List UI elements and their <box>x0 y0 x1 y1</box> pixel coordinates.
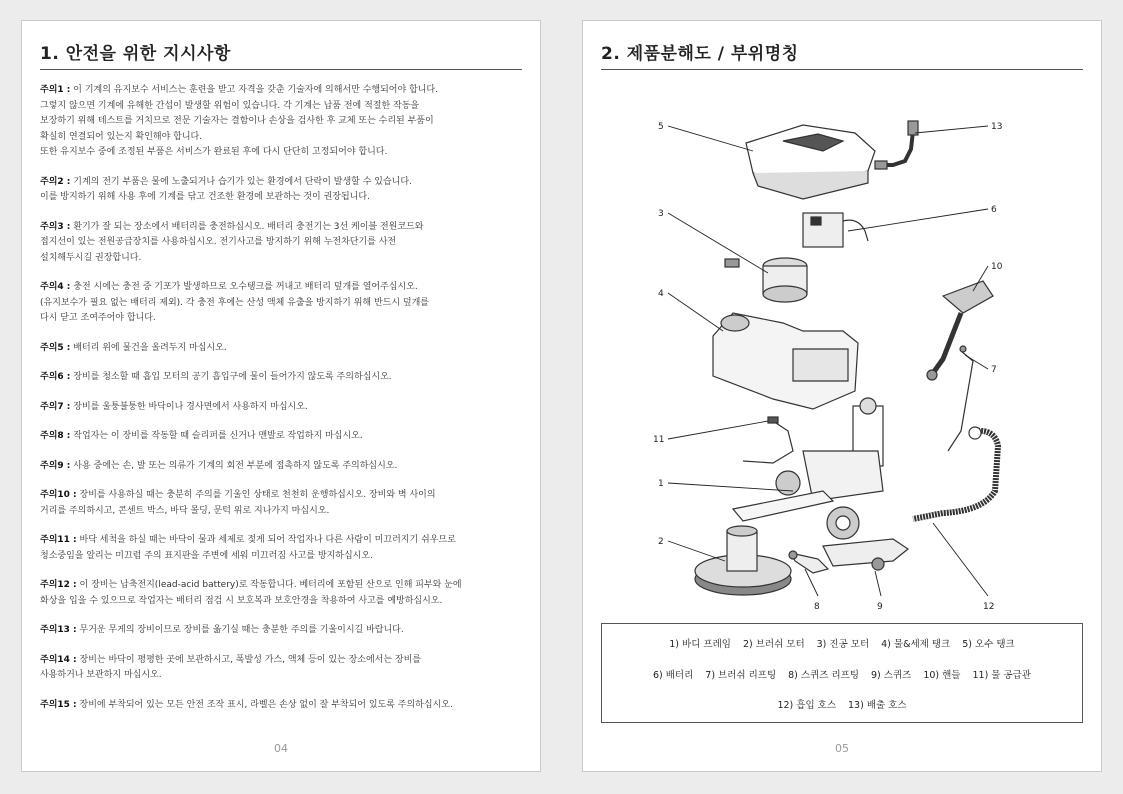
note-label: 주의6 : <box>40 372 71 382</box>
safety-note <box>40 429 525 445</box>
callout-4: 4 <box>658 289 664 299</box>
title-divider <box>601 69 1083 70</box>
note-label: 주의1 : <box>40 85 71 95</box>
right-page <box>582 20 1102 772</box>
callout-7: 7 <box>991 365 997 375</box>
safety-note <box>40 578 525 609</box>
note-label: 주의8 : <box>40 431 71 441</box>
note-text: 장비를 청소할 때 흡입 모터의 공기 흡입구에 물이 들어가지 않도록 주의하십시오. <box>73 372 392 382</box>
legend-item: 5) 오수 탱크 <box>962 639 1015 650</box>
safety-note <box>40 653 525 684</box>
page-title: 2. 제품분해도 / 부위명칭 <box>601 44 799 64</box>
legend-item: 3) 진공 모터 <box>816 639 870 650</box>
parts-legend <box>601 623 1083 723</box>
legend-item: 4) 물&세제 탱크 <box>881 639 951 650</box>
safety-note <box>40 698 525 714</box>
callout-13: 13 <box>991 122 1003 132</box>
safety-notes <box>40 83 525 727</box>
part-squeegee <box>823 539 908 570</box>
callout-10: 10 <box>991 262 1003 272</box>
note-label: 주의15 : <box>40 699 77 710</box>
note-text: 장비를 사용하실 때는 충분히 주의를 기울인 상태로 천천히 운행하십시오. 장비와 벽 사이의 거리를 주의하시고, 콘센트 박스, 바닥 몰딩, 문턱 위로 지나가지 마십시오. <box>40 490 436 516</box>
note-text: 이 기계의 유지보수 서비스는 훈련을 받고 자격을 갖춘 기술자에 의해서만 수행되어야 합니다. 그렇지 않으면 기계에 유해한 간섭이 발생할 위험이 있습니다. 각 기계는 납품 전에 적절한 작동을 보장하기 위해 테스트를 거치므로 전문 기술자는 결함이나 손상을 검사한 후 교체 또는 수리된 부품이 확실히 연결되어 있는지 확인해야 합니다. 또한 유지보수 중에 조정된 부품은 서비스가 완료된 후에 다시 단단히 고정되어야 합니다. <box>40 85 438 157</box>
callout-1: 1 <box>658 479 664 489</box>
note-text: 충전 시에는 충전 중 기포가 발생하므로 오수탱크를 꺼내고 배터리 덮개를 열어주십시오. (유지보수가 필요 없는 배터리 제외). 각 충전 후에는 산성 액체 유출을 방지하기 위해 반드시 덮개를 다시 닫고 조여주어야 합니다. <box>40 282 430 323</box>
note-text: 바닥 세척을 하실 때는 바닥이 물과 세제로 젖게 되어 작업자나 다른 사람이 미끄러지기 쉬우므로 청소중임을 알리는 미끄럼 주의 표지판을 주변에 세워 미끄러짐 사고를 방지하십시오. <box>40 535 456 561</box>
note-label: 주의3 : <box>40 221 71 232</box>
part-recovery-tank <box>746 125 875 199</box>
callout-9: 9 <box>877 602 883 612</box>
page-number: 04 <box>274 742 288 755</box>
note-text: 사용 중에는 손, 발 또는 의류가 기계의 회전 부분에 접촉하지 않도록 주의하십시오. <box>73 460 398 471</box>
part-drain-hose <box>875 121 918 169</box>
legend-item: 9) 스퀴즈 <box>871 670 912 681</box>
callout-2: 2 <box>658 537 664 547</box>
callout-3: 3 <box>658 209 664 219</box>
note-text: 이 장비는 납축전지(lead-acid battery)로 작동합니다. 베터리에 포함된 산으로 인해 피부와 눈에 화상을 입을 수 있으므로 작업자는 배터리 점검 시 보호복과 보호안경을 착용하여 사고를 예방하십시오. <box>40 580 462 606</box>
legend-item: 6) 배터리 <box>652 670 694 681</box>
note-text: 작업자는 이 장비를 작동할 때 슬리퍼를 신거나 맨발로 작업하지 마십시오. <box>73 431 363 441</box>
note-label: 주의2 : <box>40 176 71 187</box>
part-brush-motor <box>695 526 791 595</box>
callout-8: 8 <box>814 602 820 612</box>
legend-item: 7) 브러쉬 리프팅 <box>705 670 777 681</box>
safety-note <box>40 623 525 639</box>
left-page <box>21 20 541 772</box>
page-title: 1. 안전을 위한 지시사항 <box>40 44 231 64</box>
note-label: 주의13 : <box>40 625 77 635</box>
note-text: 기계의 전기 부품은 물에 노출되거나 습기가 있는 환경에서 단락이 발생할 수 있습니다. 이를 방지하기 위해 사용 후에 기계를 닦고 건조한 환경에 보관하는 것이 권장됩니다. <box>40 176 412 202</box>
part-vacuum-motor <box>725 258 807 302</box>
callout-11: 11 <box>653 435 665 445</box>
note-label: 주의5 : <box>40 342 71 353</box>
legend-item: 2) 브러쉬 모터 <box>742 639 805 650</box>
note-label: 주의7 : <box>40 401 71 412</box>
legend-item: 8) 스퀴즈 리프팅 <box>788 670 859 681</box>
legend-item: 1) 바디 프레임 <box>669 639 731 650</box>
note-text: 장비에 부착되어 있는 모든 안전 조작 표시, 라벨은 손상 없이 잘 부착되어 있도록 주의하십시오. <box>79 699 453 710</box>
note-label: 주의10 : <box>40 490 77 500</box>
part-squeegee-lifting <box>789 551 828 573</box>
note-text: 무거운 무게의 장비이므로 장비를 옮기실 때는 충분한 주의를 기울이시길 바랍니다. <box>79 625 404 635</box>
legend-item: 13) 배출 호스 <box>848 700 907 711</box>
safety-note <box>40 533 525 564</box>
legend-item: 11) 물 공급관 <box>972 670 1032 681</box>
callout-12: 12 <box>983 602 995 612</box>
note-label: 주의14 : <box>40 654 77 665</box>
part-water-detergent-tank <box>713 313 858 409</box>
safety-note <box>40 488 525 519</box>
note-label: 주의12 : <box>40 580 77 590</box>
note-text: 환기가 잘 되는 장소에서 배터리를 충전하십시오. 배터리 충전기는 3선 케이블 전원코드와 접지선이 있는 전원공급장치를 사용하십시오. 전기사고를 방지하기 위해 누전차단기를 사전 설치해두시길 권장합니다. <box>40 221 424 263</box>
safety-note <box>40 280 525 327</box>
safety-note <box>40 459 525 475</box>
part-suction-hose <box>913 427 998 519</box>
note-text: 배터리 위에 물건을 올려두지 마십시오. <box>73 342 227 353</box>
part-handle <box>927 281 993 380</box>
legend-row <box>602 636 1082 650</box>
legend-item: 10) 핸들 <box>923 670 961 681</box>
exploded-view-diagram <box>643 91 1083 621</box>
legend-row <box>602 697 1082 711</box>
note-text: 장비는 바닥이 평평한 곳에 보관하시고, 폭발성 가스, 액체 등이 있는 장소에서는 장비를 사용하거나 보관하지 마십시오. <box>40 654 422 680</box>
safety-note <box>40 341 525 357</box>
callout-6: 6 <box>991 205 997 215</box>
part-body-frame <box>733 398 883 539</box>
legend-row <box>602 667 1082 681</box>
safety-note <box>40 83 525 161</box>
title-divider <box>40 69 522 70</box>
note-text: 장비를 울퉁불퉁한 바닥이나 경사면에서 사용하지 마십시오. <box>73 401 308 412</box>
note-label: 주의9 : <box>40 460 71 471</box>
safety-note <box>40 220 525 267</box>
note-label: 주의11 : <box>40 535 77 545</box>
safety-note <box>40 370 525 386</box>
page-number: 05 <box>835 742 849 755</box>
part-battery <box>803 213 868 247</box>
safety-note <box>40 400 525 416</box>
safety-note <box>40 175 525 206</box>
callout-5: 5 <box>658 122 664 132</box>
legend-item: 12) 흡입 호스 <box>777 700 836 711</box>
note-label: 주의4 : <box>40 282 71 292</box>
